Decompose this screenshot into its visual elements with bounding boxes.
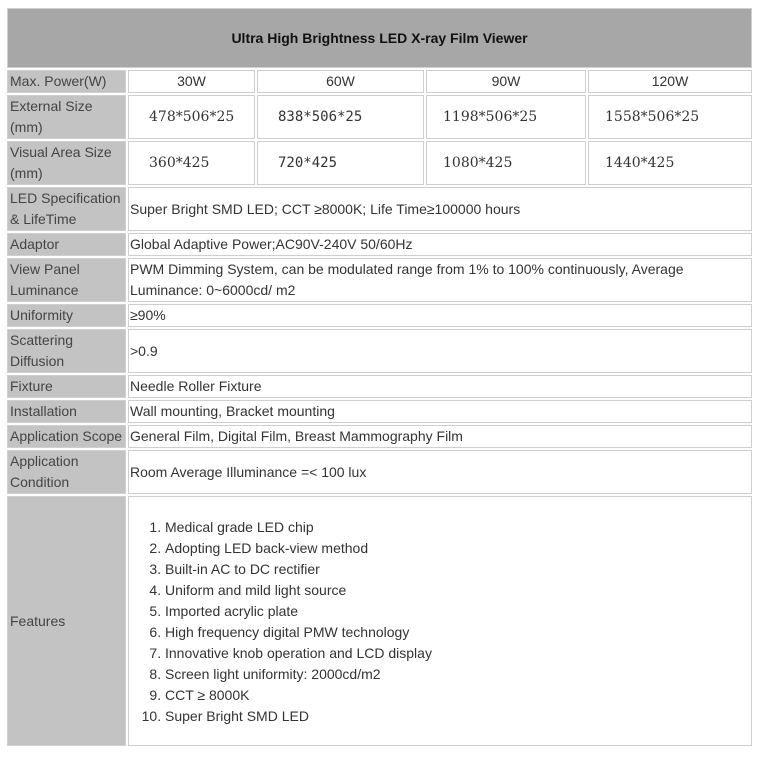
visual-area-120w: 1440*425: [588, 141, 752, 185]
uniformity-label: Uniformity: [7, 304, 126, 327]
fixture-row: [7, 375, 752, 398]
external-size-120w: 1558*506*25: [588, 95, 752, 139]
features-value: [128, 496, 752, 746]
power-60w: 60W: [257, 70, 424, 93]
list-item: 9. CCT ≥ 8000K: [165, 685, 750, 706]
scattering-row: [7, 329, 752, 373]
fixture-value: Needle Roller Fixture: [128, 375, 752, 398]
list-item: 2. Adopting LED back-view method: [165, 538, 750, 559]
scattering-label: Scattering Diffusion: [7, 329, 126, 373]
spec-table: [5, 6, 754, 748]
adaptor-row: [7, 233, 752, 256]
power-30w: 30W: [128, 70, 255, 93]
visual-area-label: Visual Area Size (mm): [7, 141, 126, 185]
external-size-label: External Size (mm): [7, 95, 126, 139]
scope-row: [7, 425, 752, 448]
led-spec-label: LED Specification & LifeTime: [7, 187, 126, 231]
visual-area-90w: 1080*425: [426, 141, 586, 185]
luminance-row: [7, 258, 752, 302]
uniformity-row: [7, 304, 752, 327]
installation-value: Wall mounting, Bracket mounting: [128, 400, 752, 423]
external-size-row: [7, 95, 752, 139]
adaptor-value: Global Adaptive Power;AC90V-240V 50/60Hz: [128, 233, 752, 256]
installation-label: Installation: [7, 400, 126, 423]
fixture-label: Fixture: [7, 375, 126, 398]
list-item: 6. High frequency digital PMW technology: [165, 622, 750, 643]
uniformity-value: ≥90%: [128, 304, 752, 327]
led-spec-row: [7, 187, 752, 231]
condition-label: Application Condition: [7, 450, 126, 494]
scope-label: Application Scope: [7, 425, 126, 448]
adaptor-label: Adaptor: [7, 233, 126, 256]
list-item: 3. Built-in AC to DC rectifier: [165, 559, 750, 580]
list-item: 7. Innovative knob operation and LCD display: [165, 643, 750, 664]
visual-area-60w: 720*425: [257, 141, 424, 185]
power-90w: 90W: [426, 70, 586, 93]
list-item: 10. Super Bright SMD LED: [165, 706, 750, 727]
table-title: Ultra High Brightness LED X-ray Film Viewer: [7, 8, 752, 68]
external-size-60w: 838*506*25: [257, 95, 424, 139]
scope-value: General Film, Digital Film, Breast Mammography Film: [128, 425, 752, 448]
condition-value: Room Average Illuminance =< 100 lux: [128, 450, 752, 494]
power-120w: 120W: [588, 70, 752, 93]
title-row: [7, 8, 752, 68]
visual-area-row: [7, 141, 752, 185]
scattering-value: >0.9: [128, 329, 752, 373]
installation-row: [7, 400, 752, 423]
external-size-90w: 1198*506*25: [426, 95, 586, 139]
condition-row: [7, 450, 752, 494]
visual-area-30w: 360*425: [128, 141, 255, 185]
luminance-label: View Panel Luminance: [7, 258, 126, 302]
features-row: [7, 496, 752, 746]
features-label: Features: [7, 496, 126, 746]
external-size-30w: 478*506*25: [128, 95, 255, 139]
luminance-value: PWM Dimming System, can be modulated range from 1% to 100% continuously, Average Luminance: 0~6000cd/ m2: [128, 258, 752, 302]
list-item: 8. Screen light uniformity: 2000cd/m2: [165, 664, 750, 685]
power-row: [7, 70, 752, 93]
list-item: 4. Uniform and mild light source: [165, 580, 750, 601]
power-label: Max. Power(W): [7, 70, 126, 93]
led-spec-value: Super Bright SMD LED; CCT ≥8000K; Life Time≥100000 hours: [128, 187, 752, 231]
features-list: [130, 517, 750, 727]
list-item: 1. Medical grade LED chip: [165, 517, 750, 538]
list-item: 5. Imported acrylic plate: [165, 601, 750, 622]
